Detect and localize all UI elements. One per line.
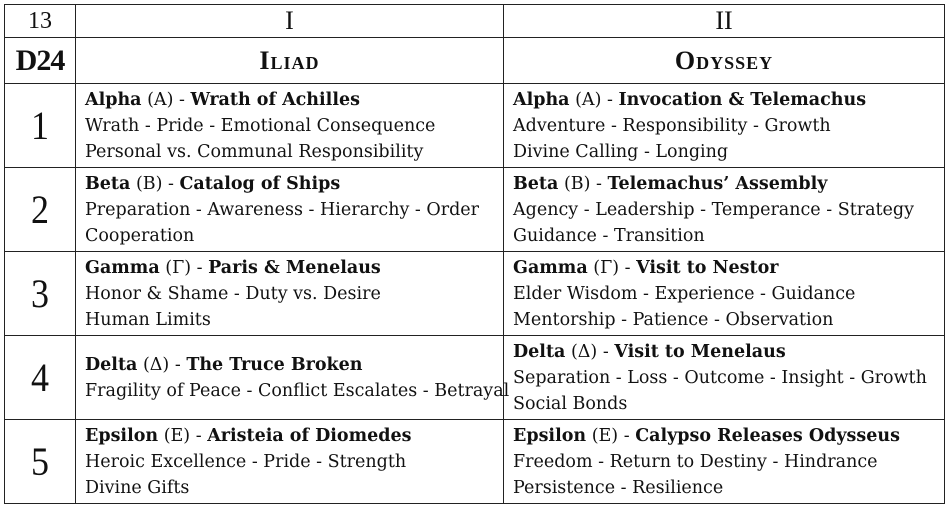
theme-line: Human Limits <box>85 309 211 330</box>
table-row <box>5 252 945 336</box>
row-number: 2 <box>31 186 49 232</box>
theme-line: Social Bonds <box>513 393 628 414</box>
book-title: Wrath of Achilles <box>190 89 360 110</box>
heading-dash: - <box>169 354 187 375</box>
table-row <box>5 336 945 420</box>
row-number: 1 <box>31 102 49 148</box>
theme-line: Persistence - Resilience <box>513 477 724 498</box>
theme-line: Elder Wisdom - Experience - Guidance <box>513 283 856 304</box>
row-number-cell <box>5 420 76 504</box>
entry-heading <box>513 171 944 197</box>
row-number-cell <box>5 252 76 336</box>
book-name: Alpha <box>513 89 570 110</box>
theme-line: Adventure - Responsibility - Growth <box>513 115 831 136</box>
book-name: Gamma <box>513 257 588 278</box>
book-title: Visit to Nestor <box>636 257 779 278</box>
table-row <box>5 168 945 252</box>
column-title-odyssey: Odyssey <box>504 38 945 84</box>
book-title: Aristeia of Diomedes <box>207 425 412 446</box>
header-row-roman <box>5 5 945 38</box>
theme-line: Preparation - Awareness - Hierarchy - Order <box>85 199 480 220</box>
column-roman-1: I <box>76 5 504 38</box>
greek-letter: (Γ) <box>165 257 192 278</box>
book-name: Delta <box>513 341 566 362</box>
heading-dash: - <box>601 89 619 110</box>
table-row <box>5 84 945 168</box>
book-title: The Truce Broken <box>186 354 363 375</box>
theme-line: Mentorship - Patience - Observation <box>513 309 834 330</box>
heading-dash: - <box>597 341 615 362</box>
heading-dash: - <box>162 173 180 194</box>
odyssey-entry <box>504 336 945 420</box>
odyssey-entry <box>504 252 945 336</box>
greek-letter: (B) <box>563 173 591 194</box>
header-row-titles <box>5 38 945 84</box>
book-title: Visit to Menelaus <box>614 341 786 362</box>
entry-heading <box>513 423 944 449</box>
row-number: 5 <box>31 438 49 484</box>
theme-line: Freedom - Return to Destiny - Hindrance <box>513 451 878 472</box>
heading-dash: - <box>619 257 637 278</box>
iliad-entry <box>76 84 504 168</box>
iliad-entry <box>76 420 504 504</box>
theme-line: Guidance - Transition <box>513 225 705 246</box>
theme-line: Wrath - Pride - Emotional Consequence <box>85 115 436 136</box>
odyssey-entry <box>504 420 945 504</box>
odyssey-entry <box>504 168 945 252</box>
greek-letter: (E) <box>163 425 191 446</box>
book-name: Beta <box>513 173 559 194</box>
book-title: Telemachus’ Assembly <box>607 173 828 194</box>
book-title: Invocation & Telemachus <box>618 89 867 110</box>
corner-number: 13 <box>28 7 52 34</box>
table-row <box>5 420 945 504</box>
iliad-entry <box>76 168 504 252</box>
entry-heading <box>513 255 944 281</box>
heading-dash: - <box>590 173 608 194</box>
entry-heading <box>85 352 503 378</box>
greek-letter: (Δ) <box>142 354 170 375</box>
entry-heading <box>513 87 944 113</box>
odyssey-entry <box>504 84 945 168</box>
book-name: Epsilon <box>513 425 587 446</box>
die-label: D24 <box>15 43 65 77</box>
heading-dash: - <box>173 89 191 110</box>
column-title-iliad: Iliad <box>76 38 504 84</box>
book-name: Beta <box>85 173 131 194</box>
row-number-cell <box>5 84 76 168</box>
greek-letter: (Δ) <box>570 341 598 362</box>
greek-letter: (A) <box>575 89 602 110</box>
book-title: Calypso Releases Odysseus <box>635 425 900 446</box>
theme-line: Cooperation <box>85 225 195 246</box>
book-title: Paris & Menelaus <box>208 257 381 278</box>
theme-line: Heroic Excellence - Pride - Strength <box>85 451 407 472</box>
theme-line: Fragility of Peace - Conflict Escalates - Betrayal <box>85 380 510 401</box>
row-number: 3 <box>31 270 49 316</box>
book-name: Epsilon <box>85 425 159 446</box>
column-roman-2: II <box>504 5 945 38</box>
entry-heading <box>85 423 503 449</box>
epic-table <box>4 4 945 504</box>
entry-heading <box>85 171 503 197</box>
iliad-entry <box>76 252 504 336</box>
theme-line: Separation - Loss - Outcome - Insight - Growth <box>513 367 927 388</box>
entry-heading <box>85 87 503 113</box>
entry-heading <box>85 255 503 281</box>
heading-dash: - <box>190 425 208 446</box>
greek-letter: (B) <box>135 173 163 194</box>
heading-dash: - <box>191 257 209 278</box>
greek-letter: (A) <box>147 89 174 110</box>
theme-line: Divine Gifts <box>85 477 190 498</box>
greek-letter: (Γ) <box>593 257 620 278</box>
row-number-cell <box>5 336 76 420</box>
heading-dash: - <box>618 425 636 446</box>
book-name: Alpha <box>85 89 142 110</box>
iliad-entry <box>76 336 510 420</box>
theme-line: Agency - Leadership - Temperance - Strategy <box>513 199 915 220</box>
theme-line: Divine Calling - Longing <box>513 141 729 162</box>
row-number: 4 <box>31 354 49 400</box>
die-label-cell <box>5 38 76 84</box>
entry-heading <box>513 339 944 365</box>
book-title: Catalog of Ships <box>179 173 341 194</box>
greek-letter: (E) <box>591 425 619 446</box>
row-number-cell <box>5 168 76 252</box>
corner-number-cell <box>5 5 76 38</box>
book-name: Gamma <box>85 257 160 278</box>
theme-line: Honor & Shame - Duty vs. Desire <box>85 283 381 304</box>
theme-line: Personal vs. Communal Responsibility <box>85 141 424 162</box>
book-name: Delta <box>85 354 138 375</box>
